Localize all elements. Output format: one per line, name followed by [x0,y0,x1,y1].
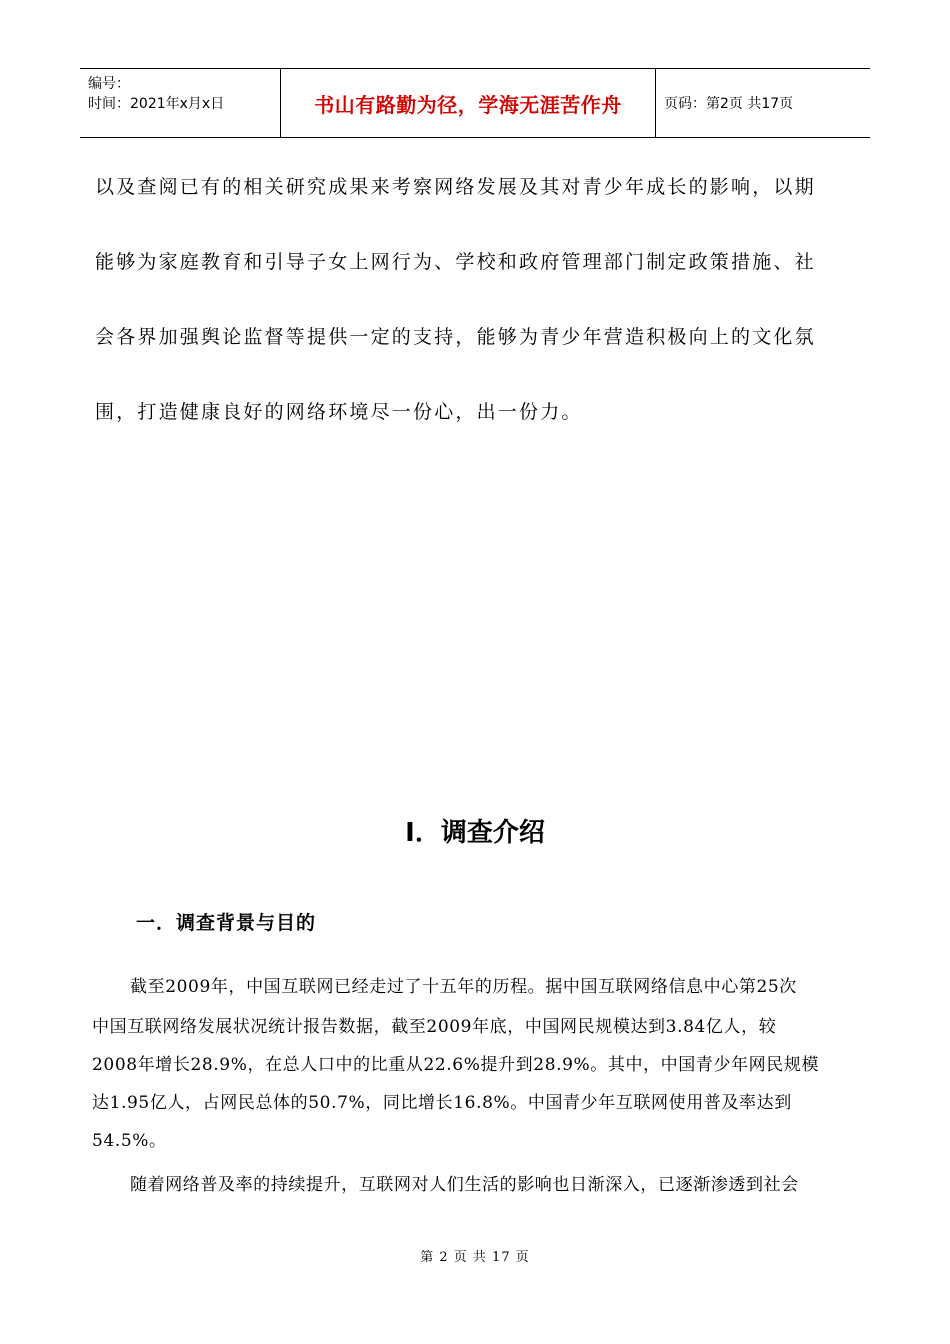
header-motto: 书山有路勤为径，学海无涯苦作舟 [314,92,622,117]
page-footer: 第 2 页 共 17 页 [420,1250,530,1265]
intro-line: 能够为家庭教育和引导子女上网行为、学校和政府管理部门制定政策措施、社 [95,251,816,273]
intro-line: 会各界加强舆论监督等提供一定的支持，能够为青少年营造积极向上的文化氛 [95,326,816,348]
header-motto-cell [281,69,656,137]
header-page-cell [656,69,870,137]
section-title: Ⅰ．调查介绍 [405,818,545,848]
document-number-label: 编号： [88,76,130,92]
intro-line: 围，打造健康良好的网络环境尽一份心，出一份力。 [95,401,583,423]
header-left-cell [80,69,281,137]
intro-line: 以及查阅已有的相关研究成果来考察网络发展及其对青少年成长的影响，以期 [95,176,816,198]
body-line: 随着网络普及率的持续提升，互联网对人们生活的影响也日渐深入，已逐渐渗透到社会 [130,1175,799,1195]
body-line: 中国互联网络发展状况统计报告数据，截至2009年底，中国网民规模达到3.84亿人，较 [92,1017,777,1037]
subsection-title: 一．调查背景与目的 [136,912,317,934]
body-line: 2008年增长28.9%，在总人口中的比重从22.6%提升到28.9%。其中，中国青少年网民规模 [92,1055,820,1075]
body-line: 54.5%。 [92,1131,167,1151]
header-page-info: 页码：第2页 共17页 [664,96,794,112]
body-line: 截至2009年，中国互联网已经走过了十五年的历程。据中国互联网络信息中心第25次 [130,977,797,997]
document-header [80,68,870,138]
document-date-label: 时间：2021年x月x日 [88,96,225,112]
body-line: 达1.95亿人，占网民总体的50.7%，同比增长16.8%。中国青少年互联网使用普及率达到 [92,1093,792,1113]
